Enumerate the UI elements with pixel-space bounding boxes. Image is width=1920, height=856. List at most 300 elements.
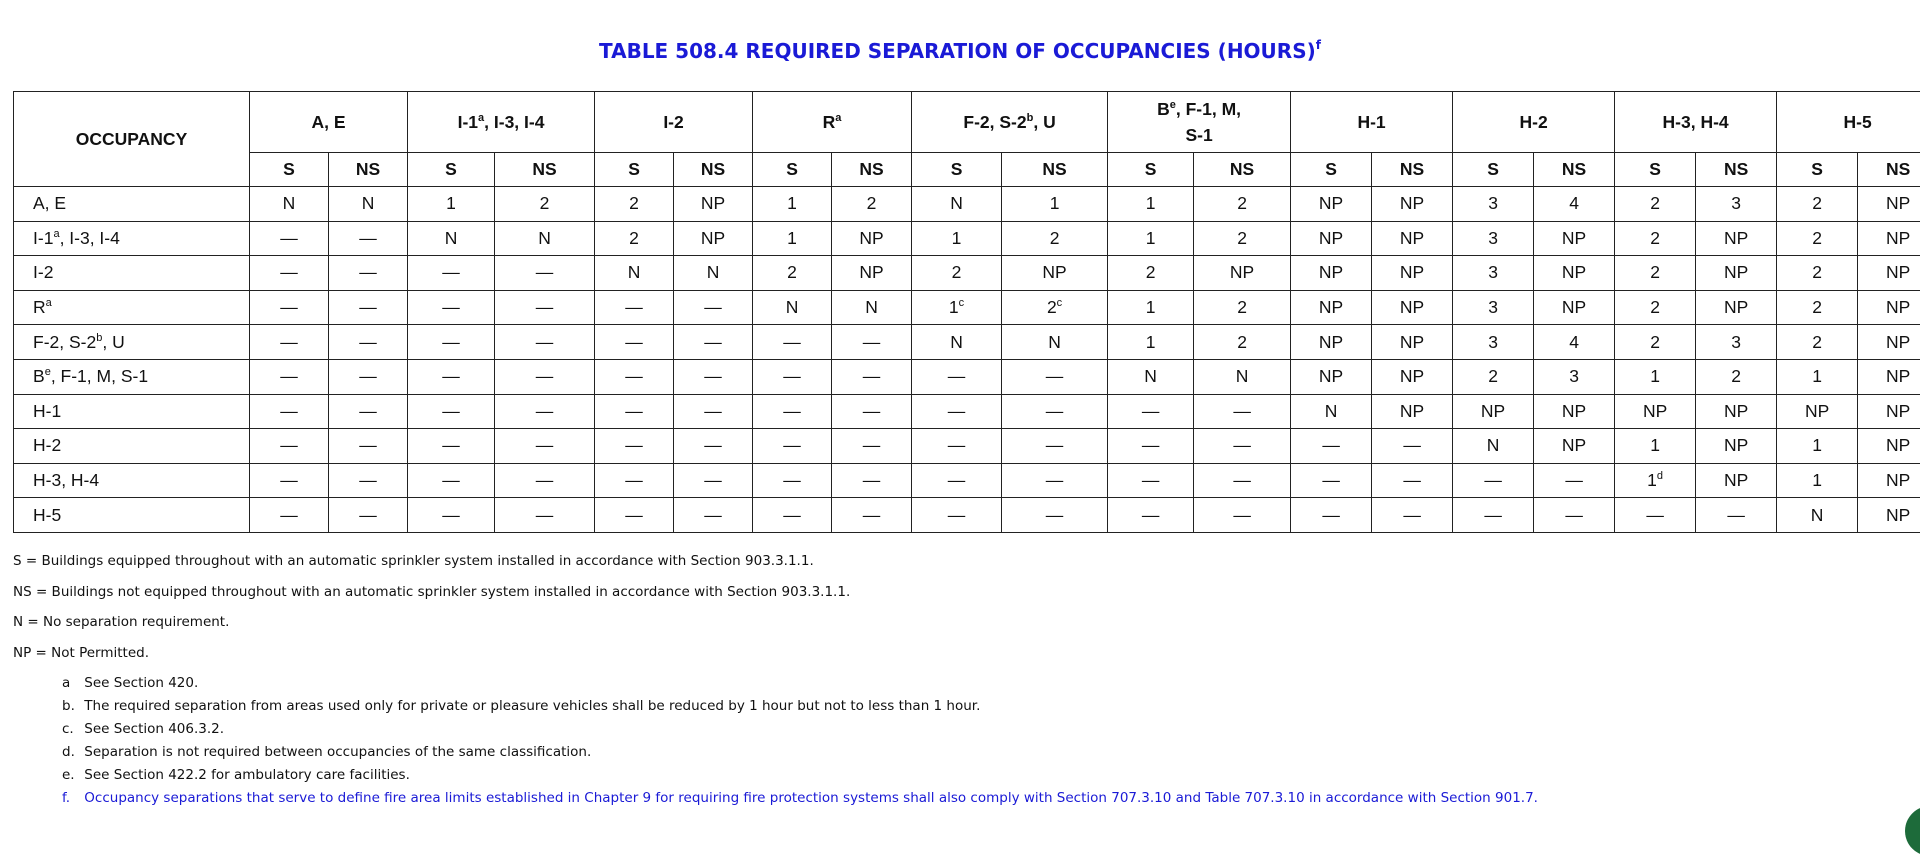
sprinklered-header: S: [408, 153, 495, 187]
cell-value: —: [625, 332, 643, 352]
cell-value: 2: [1650, 193, 1660, 213]
cell-value: —: [948, 401, 966, 421]
table-cell: [1194, 325, 1291, 360]
cell-value: NP: [1562, 228, 1586, 248]
table-cell: [408, 290, 495, 325]
row-occupancy-label: [14, 221, 250, 256]
cell-value: 2: [629, 193, 639, 213]
group-header-h-5: [1777, 92, 1920, 153]
table-cell: [329, 187, 408, 222]
table-cell: [1777, 290, 1858, 325]
cell-value: N: [1325, 401, 1338, 421]
cell-value: N: [865, 297, 878, 317]
footnote-e: [62, 767, 1538, 790]
group-header-label: [1453, 109, 1614, 135]
cell-value: —: [1727, 505, 1745, 525]
cell-value: 2: [540, 193, 550, 213]
table-row: [14, 221, 1920, 256]
cell-value: —: [625, 366, 643, 386]
cell-value: 2: [867, 193, 877, 213]
cell-value: NP: [1562, 297, 1586, 317]
cell-value: —: [1233, 505, 1251, 525]
cell-value: —: [536, 297, 554, 317]
cell-value: 2: [1650, 332, 1660, 352]
table-cell: [1291, 187, 1372, 222]
cell-value: —: [1046, 435, 1064, 455]
row-label-base: H-1: [33, 401, 61, 421]
table-cell: [1534, 187, 1615, 222]
title-footnote-sup: f: [1316, 38, 1321, 52]
group-header-label: [1615, 109, 1776, 135]
cell-value: N: [950, 193, 963, 213]
legend-np: NP = Not Permitted.: [13, 645, 850, 676]
cell-value: —: [625, 435, 643, 455]
table-cell: [495, 498, 595, 533]
legend: [13, 553, 850, 675]
group-header-label: [753, 109, 911, 135]
table-cell: [753, 256, 832, 291]
group-header-h-2: [1453, 92, 1615, 153]
table-cell: [674, 394, 753, 429]
cell-value: N: [1811, 505, 1824, 525]
cell-value: 2: [1812, 332, 1822, 352]
group-base: R: [823, 112, 836, 132]
table-cell: [495, 221, 595, 256]
table-cell: [595, 221, 674, 256]
table-cell: [1858, 429, 1920, 464]
table-cell: [250, 498, 329, 533]
table-cell: [1696, 463, 1777, 498]
group-header-f-2-s-2-u: [912, 92, 1108, 153]
table-cell: [408, 187, 495, 222]
cell-value: N: [1487, 435, 1500, 455]
cell-value: NP: [1805, 401, 1829, 421]
table-cell: [1858, 256, 1920, 291]
table-cell: [1696, 429, 1777, 464]
non-sprinklered-header: NS: [832, 153, 912, 187]
separation-table: [13, 91, 1920, 533]
cell-value: 3: [1488, 193, 1498, 213]
table-cell: [495, 187, 595, 222]
cell-value: —: [704, 470, 722, 490]
table-cell: [1858, 290, 1920, 325]
table-cell: [1534, 359, 1615, 394]
table-cell: [1858, 359, 1920, 394]
footnote-text: Separation is not required between occupancies of the same classification.: [84, 744, 591, 760]
table-cell: [753, 463, 832, 498]
cell-value: N: [445, 228, 458, 248]
footnote-f[interactable]: [62, 790, 1538, 813]
table-cell: [753, 187, 832, 222]
row-occupancy-label: [14, 187, 250, 222]
cell-value: —: [1046, 470, 1064, 490]
table-cell: [1534, 221, 1615, 256]
legend-ns: NS = Buildings not equipped throughout with an automatic sprinkler system installed in accordance with Section 903.3.1.1.: [13, 584, 850, 615]
cell-value: —: [1142, 401, 1160, 421]
table-cell: [1696, 290, 1777, 325]
cell-value: —: [1646, 505, 1664, 525]
cell-value: —: [625, 401, 643, 421]
cell-value: —: [863, 470, 881, 490]
table-cell: [250, 359, 329, 394]
group-base: F-2, S-2: [963, 112, 1026, 132]
cell-value: NP: [1319, 366, 1343, 386]
group-header-b-f-1-m: [1108, 92, 1291, 153]
cell-value: NP: [701, 228, 725, 248]
table-cell: [912, 290, 1002, 325]
cell-value: —: [863, 505, 881, 525]
group-header-label: [1777, 109, 1920, 135]
table-row: [14, 187, 1920, 222]
title-text: TABLE 508.4 REQUIRED SEPARATION OF OCCUPANCIES (HOURS): [599, 39, 1316, 63]
footnote-label: b.: [62, 698, 80, 714]
table-cell: [1453, 187, 1534, 222]
group-base: I-1: [458, 112, 478, 132]
cell-value: 2: [1812, 193, 1822, 213]
group-sup: e: [1170, 99, 1176, 111]
group-base: I-2: [663, 112, 683, 132]
table-cell: [250, 221, 329, 256]
footnote-c: [62, 721, 1538, 744]
table-cell: [250, 290, 329, 325]
table-cell: [832, 187, 912, 222]
table-cell: [1002, 187, 1108, 222]
cell-value: —: [280, 262, 298, 282]
cell-value: —: [536, 262, 554, 282]
cell-value: NP: [1724, 401, 1748, 421]
cell-value: 1: [1647, 470, 1657, 490]
non-sprinklered-header: NS: [1696, 153, 1777, 187]
table-cell: [1291, 325, 1372, 360]
cell-value: NP: [1886, 505, 1910, 525]
cell-value: 1: [1146, 332, 1156, 352]
table-cell: [1372, 498, 1453, 533]
group-sup: b: [1027, 112, 1034, 124]
cell-value: 2: [1650, 262, 1660, 282]
cell-value: 1: [1146, 193, 1156, 213]
footnotes: [62, 675, 1538, 813]
cell-value: —: [704, 505, 722, 525]
group-header-h-3-h-4: [1615, 92, 1777, 153]
cell-value: —: [359, 505, 377, 525]
row-label-base: H-3, H-4: [33, 470, 99, 490]
cell-value: NP: [1724, 470, 1748, 490]
group-header-label: [408, 109, 594, 135]
sprinklered-header: S: [753, 153, 832, 187]
table-cell: [595, 187, 674, 222]
cell-value: —: [536, 332, 554, 352]
table-cell: [753, 429, 832, 464]
footnote-label: a: [62, 675, 80, 691]
table-cell: [674, 359, 753, 394]
table-cell: [1696, 394, 1777, 429]
non-sprinklered-header: NS: [1372, 153, 1453, 187]
non-sprinklered-header: NS: [674, 153, 753, 187]
table-cell: [329, 290, 408, 325]
footnote-label: c.: [62, 721, 80, 737]
cell-value: NP: [1643, 401, 1667, 421]
cell-value: —: [783, 401, 801, 421]
non-sprinklered-header: NS: [329, 153, 408, 187]
group-base: A, E: [311, 112, 345, 132]
table-cell: [250, 256, 329, 291]
cell-value: 1: [1812, 470, 1822, 490]
occupancy-header: OCCUPANCY: [14, 92, 250, 187]
table-cell: [1108, 256, 1194, 291]
group-header-a-e: [250, 92, 408, 153]
cell-value: —: [704, 297, 722, 317]
table-cell: [1372, 429, 1453, 464]
cell-value: 2: [1488, 366, 1498, 386]
table-cell: [674, 325, 753, 360]
cell-value: —: [359, 228, 377, 248]
cell-value: 2: [952, 262, 962, 282]
table-cell: [753, 394, 832, 429]
group-tail: , I-3, I-4: [484, 112, 544, 132]
cell-value: —: [442, 366, 460, 386]
cell-value: —: [704, 332, 722, 352]
cell-value: NP: [859, 262, 883, 282]
table-cell: [250, 394, 329, 429]
cell-value: 3: [1731, 193, 1741, 213]
table-cell: [832, 463, 912, 498]
legend-n: N = No separation requirement.: [13, 614, 850, 645]
cell-value: —: [280, 228, 298, 248]
cell-footnote-sup: c: [1057, 297, 1063, 309]
table-cell: [1194, 463, 1291, 498]
table-cell: [1291, 463, 1372, 498]
cell-value: 1: [446, 193, 456, 213]
group-header-i-2: [595, 92, 753, 153]
cell-value: —: [704, 401, 722, 421]
table-cell: [674, 498, 753, 533]
row-label-base: H-2: [33, 435, 61, 455]
cell-value: —: [1403, 505, 1421, 525]
table-cell: [832, 498, 912, 533]
cell-value: 2: [1050, 228, 1060, 248]
cell-value: NP: [1319, 332, 1343, 352]
table-cell: [674, 290, 753, 325]
cell-value: —: [1565, 470, 1583, 490]
cell-value: N: [707, 262, 720, 282]
group-base: B: [1157, 99, 1170, 119]
table-cell: [1108, 359, 1194, 394]
cell-value: —: [280, 401, 298, 421]
group-header-label: [595, 109, 752, 135]
legend-s: S = Buildings equipped throughout with an automatic sprinkler system installed in accordance with Section 903.3.1.1.: [13, 553, 850, 584]
table-cell: [1858, 187, 1920, 222]
table-cell: [1453, 359, 1534, 394]
cell-value: —: [863, 435, 881, 455]
table-cell: [1291, 290, 1372, 325]
cell-value: N: [1236, 366, 1249, 386]
cell-value: —: [280, 332, 298, 352]
table-cell: [1777, 325, 1858, 360]
cell-value: —: [783, 435, 801, 455]
group-sup: a: [835, 112, 841, 124]
cell-value: —: [625, 470, 643, 490]
cell-value: —: [863, 366, 881, 386]
cell-value: 1: [1650, 366, 1660, 386]
table-cell: [1615, 221, 1696, 256]
table-cell: [1534, 463, 1615, 498]
cell-value: 1: [952, 228, 962, 248]
table-cell: [912, 498, 1002, 533]
cell-value: —: [536, 435, 554, 455]
group-header-i-1-i-3-i-4: [408, 92, 595, 153]
cell-value: N: [786, 297, 799, 317]
table-cell: [1372, 187, 1453, 222]
row-occupancy-label: [14, 256, 250, 291]
table-cell: [1453, 290, 1534, 325]
table-cell: [1534, 290, 1615, 325]
table-cell: [495, 290, 595, 325]
table-row: [14, 359, 1920, 394]
table-cell: [250, 187, 329, 222]
table-cell: [1777, 463, 1858, 498]
row-occupancy-label: [14, 498, 250, 533]
table-cell: [1858, 394, 1920, 429]
cell-value: N: [628, 262, 641, 282]
cell-value: N: [538, 228, 551, 248]
table-cell: [1002, 394, 1108, 429]
cell-value: —: [442, 401, 460, 421]
table-cell: [329, 498, 408, 533]
table-cell: [1696, 359, 1777, 394]
cell-value: —: [1142, 435, 1160, 455]
table-cell: [1002, 256, 1108, 291]
table-cell: [912, 394, 1002, 429]
cell-value: 3: [1488, 262, 1498, 282]
cell-value: NP: [1886, 470, 1910, 490]
table-cell: [912, 221, 1002, 256]
sprinklered-header: S: [1615, 153, 1696, 187]
cell-value: 1: [1146, 297, 1156, 317]
table-cell: [1534, 394, 1615, 429]
table-cell: [1453, 463, 1534, 498]
table-cell: [495, 256, 595, 291]
sprinklered-header: S: [1108, 153, 1194, 187]
table-cell: [674, 221, 753, 256]
cell-value: 2: [1812, 297, 1822, 317]
cell-value: —: [442, 505, 460, 525]
cell-value: NP: [1724, 262, 1748, 282]
table-cell: [674, 187, 753, 222]
table-cell: [1696, 256, 1777, 291]
table-cell: [595, 429, 674, 464]
table-cell: [408, 359, 495, 394]
cell-value: NP: [1562, 262, 1586, 282]
cell-value: NP: [1562, 401, 1586, 421]
table-cell: [1453, 325, 1534, 360]
cell-value: 2: [1237, 193, 1247, 213]
footnote-label: d.: [62, 744, 80, 760]
table-cell: [1194, 429, 1291, 464]
table-cell: [1615, 463, 1696, 498]
cell-value: NP: [1886, 401, 1910, 421]
table-cell: [408, 429, 495, 464]
footnote-label: f.: [62, 790, 80, 806]
sprinklered-header: S: [250, 153, 329, 187]
cell-value: NP: [701, 193, 725, 213]
table-cell: [1002, 498, 1108, 533]
row-label-tail: , F-1, M, S-1: [51, 366, 148, 386]
group-base: H-3, H-4: [1663, 112, 1729, 132]
table-cell: [1858, 325, 1920, 360]
table-cell: [595, 498, 674, 533]
row-occupancy-label: [14, 359, 250, 394]
cell-value: NP: [1886, 228, 1910, 248]
table-cell: [1453, 256, 1534, 291]
non-sprinklered-header: NS: [495, 153, 595, 187]
table-cell: [674, 463, 753, 498]
table-cell: [1002, 290, 1108, 325]
table-cell: [1291, 221, 1372, 256]
header-row-groups: [14, 92, 1920, 153]
table-cell: [250, 429, 329, 464]
table-cell: [1534, 256, 1615, 291]
table-cell: [1291, 394, 1372, 429]
sprinklered-header: S: [1291, 153, 1372, 187]
table-cell: [1194, 498, 1291, 533]
group-header-label: [1291, 109, 1452, 135]
row-label-base: H-5: [33, 505, 61, 525]
corner-action-badge[interactable]: [1905, 806, 1920, 856]
table-cell: [495, 359, 595, 394]
table-cell: [1615, 290, 1696, 325]
cell-value: 2: [1237, 332, 1247, 352]
cell-value: N: [1144, 366, 1157, 386]
cell-value: —: [1142, 470, 1160, 490]
table-cell: [1777, 187, 1858, 222]
table-cell: [1108, 290, 1194, 325]
table-cell: [1372, 359, 1453, 394]
table-cell: [1858, 221, 1920, 256]
cell-value: —: [280, 435, 298, 455]
cell-value: —: [948, 470, 966, 490]
table-cell: [1453, 394, 1534, 429]
table-cell: [753, 359, 832, 394]
table-row: [14, 325, 1920, 360]
cell-value: —: [536, 366, 554, 386]
sprinklered-header: S: [1777, 153, 1858, 187]
cell-value: NP: [1319, 228, 1343, 248]
table-cell: [1108, 187, 1194, 222]
group-tail: , F-1, M,: [1176, 99, 1241, 119]
table-cell: [912, 256, 1002, 291]
cell-value: —: [280, 366, 298, 386]
footnote-text: The required separation from areas used only for private or pleasure vehicles shall be reduced by 1 hour but not to less than 1 hour.: [84, 698, 980, 714]
cell-value: 4: [1569, 332, 1579, 352]
cell-value: —: [359, 435, 377, 455]
footnote-d: [62, 744, 1538, 767]
table-cell: [1291, 429, 1372, 464]
cell-value: 1: [1812, 366, 1822, 386]
cell-value: —: [704, 366, 722, 386]
table-cell: [832, 359, 912, 394]
cell-value: —: [863, 401, 881, 421]
cell-value: —: [1322, 505, 1340, 525]
row-label-base: I-2: [33, 262, 53, 282]
cell-value: 2: [1146, 262, 1156, 282]
cell-value: —: [1233, 401, 1251, 421]
table-row: [14, 290, 1920, 325]
table-cell: [408, 463, 495, 498]
sprinklered-header: S: [1453, 153, 1534, 187]
table-cell: [329, 221, 408, 256]
group-base: H-2: [1519, 112, 1547, 132]
cell-value: 2: [1650, 228, 1660, 248]
